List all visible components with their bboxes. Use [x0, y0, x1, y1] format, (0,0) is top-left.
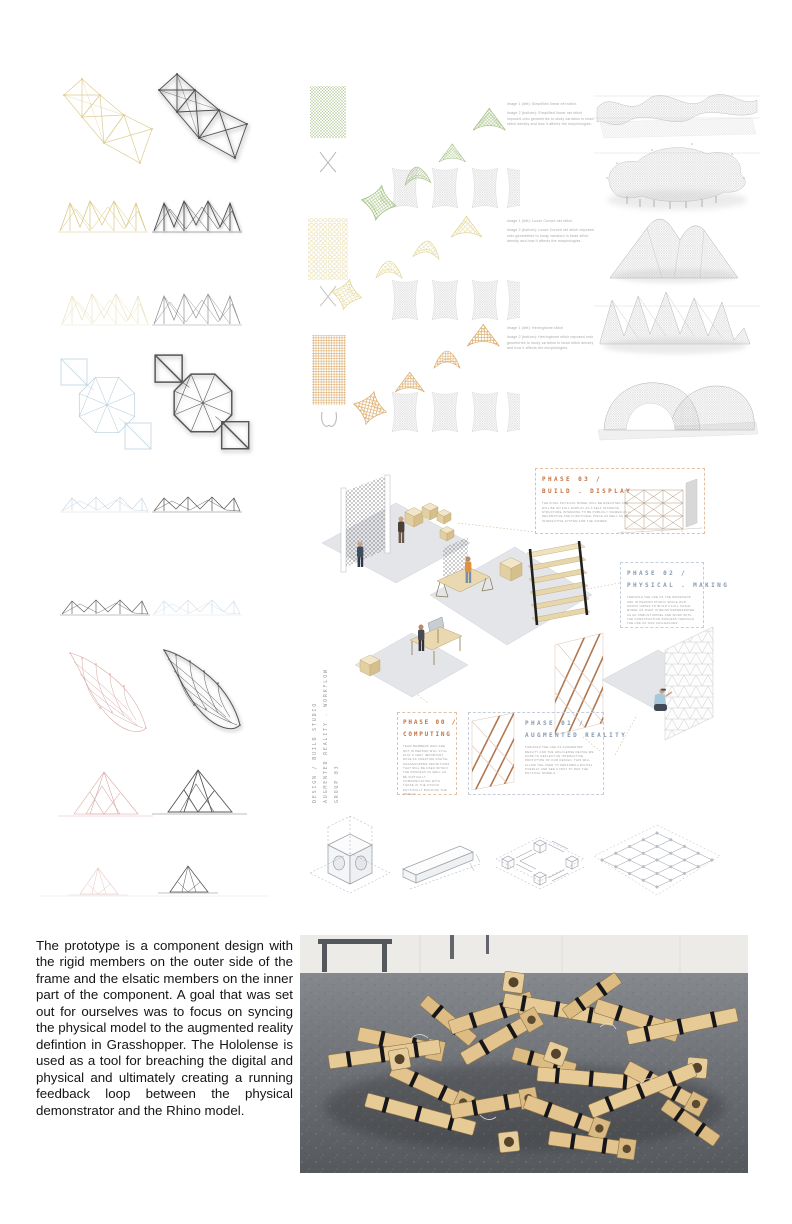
phase-body: THE FINAL PHYSICAL MODEL WILL BE EXECUTED AND WILL BE ON FULL DISPLAY AS A SELF STANDING STRUCTURE INTENDING TO BE PUBLICLY VIEWED AS A DECORATIVE AND FUNCTIONAL PIECE AS WELL AS AN INTERACTIVE SYSTEM FOR THE VIEWER.: [542, 502, 631, 523]
phase-title: PHASE 02 /: [627, 570, 688, 577]
caption-loose-curved: [507, 219, 595, 248]
render-spiky-crown: [594, 292, 760, 354]
post: [341, 488, 346, 572]
phase-body: THROUGH THE USE OF AUGMENTED REALITY AND THE HOLOLENSE DEVICE WE HOPE TO REFLECT AN INTERACTIVE PROTOTYPE OF OUR DESIGN. THIS WILL ALLOW THE USER TO PERFORM A DIGITAL OVERLAY AND SEE A TEST TO RUN THE PHYSICAL MODELS.: [525, 746, 594, 776]
wireframe-small-triangle-pair: [40, 866, 270, 896]
iso-plate-ar: [602, 623, 718, 743]
component-node-cube: [310, 816, 390, 893]
triangulated-wall: [660, 623, 718, 743]
wireframe-truss-yellow: [58, 201, 148, 232]
iso-plate-making: [430, 537, 592, 645]
component-beam: [403, 846, 480, 889]
phase-title: AUGMENTED REALITY: [525, 731, 628, 739]
study-orange: [312, 324, 520, 432]
wireframe-lowtruss-pair-2: [60, 600, 242, 615]
phase-box-augmented-reality: [468, 712, 628, 795]
phase-box-build-display: [535, 468, 705, 534]
render-domes: [598, 383, 758, 440]
phase-title: PHYSICAL . MAKING: [627, 581, 730, 589]
wireframe-shell-gray: [164, 650, 241, 731]
caption-line: Image 2 (bottom): Loose Curved net stitch imposed onto geometries to study variation in bead stitch density and how it affects the morphologies.: [507, 228, 594, 243]
side-text-line: AUGMENTED REALITY . WORKFLOW: [322, 668, 329, 803]
study-green: [310, 86, 520, 223]
horseshoe-icon: [322, 412, 337, 426]
caption-line: Image 1 (left): Simplified linear net stitch.: [507, 102, 578, 106]
wireframe-triangle-pink: [58, 772, 153, 816]
post: [385, 475, 390, 553]
side-text-line: GROUP 03: [333, 764, 340, 803]
caption-line: Image 2 (bottom): Simplified linear net stitch imposed onto geometries to study variation in bead stitch density and how it affects the morphologies.: [507, 111, 594, 126]
wireframe-diamond-chain-yellow: [64, 79, 152, 163]
project-description: The prototype is a component design with the rigid members on the outer side of the frame and the elsatic members on the inner part of the component. A goal that was set out for ourselves was to focus on syncing the physical model to the augmented reality defintion in Grasshopper. The Hololense is used as a tool for breaching the digital and physical and ultimately creating a running feedback loop between the physical demonstrator and the Rhino model.: [36, 938, 293, 1118]
wireframe-truss-faint-pair: [60, 294, 242, 325]
wireframe-lowtruss-pair-1: [60, 497, 242, 512]
render-blob: [594, 143, 760, 210]
wireframe-truss-gray: [152, 201, 243, 233]
phase-title: COMPUTING: [403, 730, 452, 738]
study-yellow: [308, 216, 520, 320]
gray-mesh-panels: [392, 392, 520, 432]
render-column: [592, 78, 762, 448]
render-tent: [610, 219, 738, 283]
iso-plate-computing: [355, 617, 468, 697]
caption-line: Image 1 (left): Herringbone stitch: [507, 326, 564, 330]
component-frame-module: [496, 837, 584, 889]
phase-box-computing: [397, 712, 457, 795]
swatch-green-mesh: [310, 86, 346, 138]
side-text-line: DESIGN / BUILD STUDIO: [312, 701, 318, 803]
project-side-text: [310, 668, 342, 803]
gray-mesh-panels: [392, 280, 520, 320]
phase-title: PHASE 03 /: [542, 476, 603, 483]
x-node-icon: [320, 152, 336, 172]
ar-headset: [661, 689, 666, 691]
phase-body: TEAM MEMBERS WHO ARE NOT IN PERSON WILL STILL PLAY A VERY IMPORTANT ROLE AS CREATING DIGITAL GRASSHOPPER DEFINITIONS THAT WILL BE USED WITHIN THE PROCESS AS WELL AS BE VIRTUALLY COMMUNICATING WITH THOSE IN THE STUDIO PHYSICALLY BUILDING THE OBJECT.: [403, 745, 450, 796]
prototype-photo: [300, 935, 748, 1173]
phase-body: THROUGH THE USE OF THE WORKSHOP AND IN PERSON STUDIO SPACE OUR GROUP HOPES TO BUILD A FULL SCALE MODEL OF WHAT IS BEING REPRESENTED AS AN UNBUILT MODEL AND WORK WITH THE CONSTRUCTION PROCESS THROUGH THE USE OF OUR COLLEAGUES.: [627, 596, 695, 626]
stitch-studies-column: [300, 80, 520, 450]
wireframe-shell-pink: [70, 653, 146, 732]
wireframe-octagon-blue: [61, 359, 151, 449]
wireframe-studies-column: [40, 60, 270, 920]
component-grid-lattice: [594, 825, 720, 895]
caption-line: Image 2 (bottom): Herringbone stitch imposed onto geometries to study variation in bead stitch density and how it affects the morphologies.: [507, 335, 594, 350]
x-node-icon: [320, 286, 336, 306]
render-wavy-sheet: [594, 94, 760, 138]
caption-herringbone: [507, 326, 595, 355]
swatch-orange-grid: [312, 335, 346, 405]
caption-line: Image 1 (left): Loose Curved net stitch.: [507, 219, 574, 223]
swatch-yellow-mesh: [308, 218, 348, 280]
phase-title: PHASE 00 /: [403, 719, 458, 726]
wireframe-octagon-gray: [155, 355, 250, 451]
phase-box-physical-making: [620, 562, 730, 628]
wireframe-triangle-gray: [152, 770, 247, 814]
gray-mesh-panels: [392, 168, 520, 208]
phase-title: PHASE 01 /: [525, 720, 586, 727]
caption-linear-net: [507, 102, 595, 131]
wireframe-diamond-chain-gray: [159, 74, 248, 160]
phase-title: BUILD . DISPLAY: [542, 487, 633, 495]
